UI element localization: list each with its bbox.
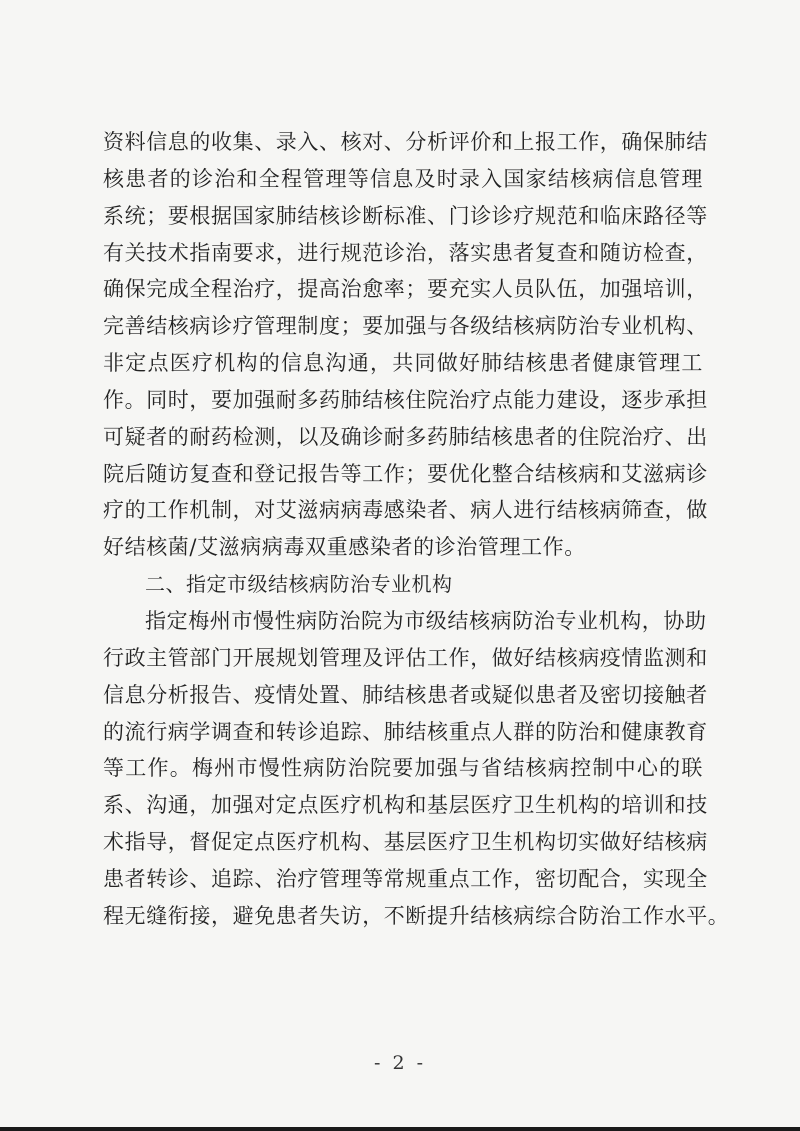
text-line: 指定梅州市慢性病防治院为市级结核病防治专业机构，协助 <box>145 608 707 633</box>
section-heading: 二、指定市级结核病防治专业机构 <box>145 572 453 597</box>
text-line: 好结核菌/艾滋病病毒双重感染者的诊治管理工作。 <box>103 535 586 560</box>
text-line: 完善结核病诊疗管理制度；要加强与各级结核病防治专业机构、 <box>103 314 708 339</box>
text-line: 系统；要根据国家肺结核诊断标准、门诊诊疗规范和临床路径等 <box>103 203 708 228</box>
text-line: 有关技术指南要求，进行规范诊治，落实患者复查和随访检查， <box>103 240 708 265</box>
text-line: 的流行病学调查和转诊追踪、肺结核重点人群的防治和健康教育 <box>103 719 708 744</box>
text-line: 非定点医疗机构的信息沟通，共同做好肺结核患者健康管理工 <box>103 351 703 376</box>
page-number: - 2 - <box>373 1052 426 1074</box>
text-line: 系、沟通，加强对定点医疗机构和基层医疗卫生机构的培训和技 <box>103 793 708 818</box>
text-line: 患者转诊、追踪、治疗管理等常规重点工作，密切配合，实现全 <box>103 866 708 891</box>
text-line: 可疑者的耐药检测，以及确诊耐多药肺结核患者的住院治疗、出 <box>103 424 708 449</box>
body-text <box>103 124 730 935</box>
text-line: 疗的工作机制，对艾滋病病毒感染者、病人进行结核病筛查，做 <box>103 498 708 523</box>
text-line: 等工作。梅州市慢性病防治院要加强与省结核病控制中心的联 <box>103 756 703 781</box>
text-line: 院后随访复查和登记报告等工作；要优化整合结核病和艾滋病诊 <box>103 461 708 486</box>
text-line: 确保完成全程治疗，提高治愈率；要充实人员队伍，加强培训， <box>103 277 708 302</box>
text-line: 资料信息的收集、录入、核对、分析评价和上报工作，确保肺结 <box>103 130 708 154</box>
text-line: 术指导，督促定点医疗机构、基层医疗卫生机构切实做好结核病 <box>103 830 708 855</box>
text-line: 信息分析报告、疫情处置、肺结核患者或疑似患者及密切接触者 <box>103 682 708 707</box>
text-line: 作。同时，要加强耐多药肺结核住院治疗点能力建设，逐步承担 <box>103 387 708 412</box>
text-line: 行政主管部门开展规划管理及评估工作，做好结核病疫情监测和 <box>103 645 708 670</box>
text-line: 程无缝衔接，避免患者失访，不断提升结核病综合防治工作水平。 <box>103 903 730 928</box>
text-line: 核患者的诊治和全程管理等信息及时录入国家结核病信息管理 <box>103 166 703 191</box>
scan-edge <box>0 1127 800 1131</box>
